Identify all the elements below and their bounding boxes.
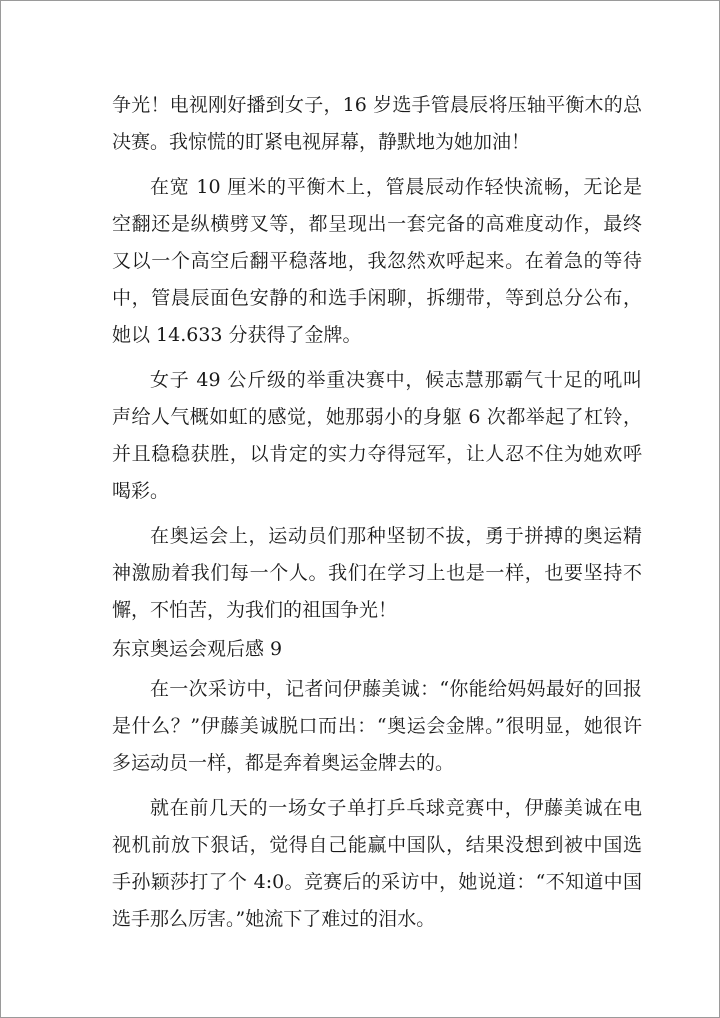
paragraph-weightlifting: 女子 49 公斤级的举重决赛中，候志慧那霸气十足的吼叫声给人气概如虹的感觉，她那弱小的身躯 6 次都举起了杠铃，并且稳稳获胜，以肯定的实力夺得冠军，让人忍不住为她欢呼喝彩。 (112, 369, 642, 502)
paragraph-continuation: 争光！电视刚好播到女子，16 岁选手管晨辰将压轴平衡木的总决赛。我惊慌的盯紧电视屏幕，静默地为她加油！ (112, 94, 642, 153)
paragraph-balance-beam: 在宽 10 厘米的平衡木上，管晨辰动作轻快流畅，无论是空翻还是纵横劈叉等，都呈现出一套完备的高难度动作，最终又以一个高空后翻平稳落地，我忽然欢呼起来。在着急的等待中，管晨辰面色安静的和选手闲聊，拆绷带，等到总分公布，她以 14.633 分获得了金牌。 (112, 176, 642, 346)
document-body (112, 87, 642, 946)
paragraph-olympic-spirit: 在奥运会上，运动员们那种坚韧不拔，勇于拼搏的奥运精神激励着我们每一个人。我们在学习上也是一样，也要坚持不懈，不怕苦，为我们的祖国争光！ (112, 525, 642, 621)
section-heading: 东京奥运会观后感 9 (112, 638, 283, 660)
paragraph-table-tennis: 就在前几天的一场女子单打乒乓球竞赛中，伊藤美诚在电视机前放下狠话，觉得自己能赢中国队，结果没想到被中国选手孙颖莎打了个 4:0。竞赛后的采访中，她说道：“不知道中国选手那么厉害。”她流下了难过的泪水。 (112, 797, 642, 930)
paragraph-interview: 在一次采访中，记者问伊藤美诚：“你能给妈妈最好的回报是什么？”伊藤美诚脱口而出：“奥运会金牌。”很明显，她很许多运动员一样，都是奔着奥运金牌去的。 (112, 678, 642, 774)
